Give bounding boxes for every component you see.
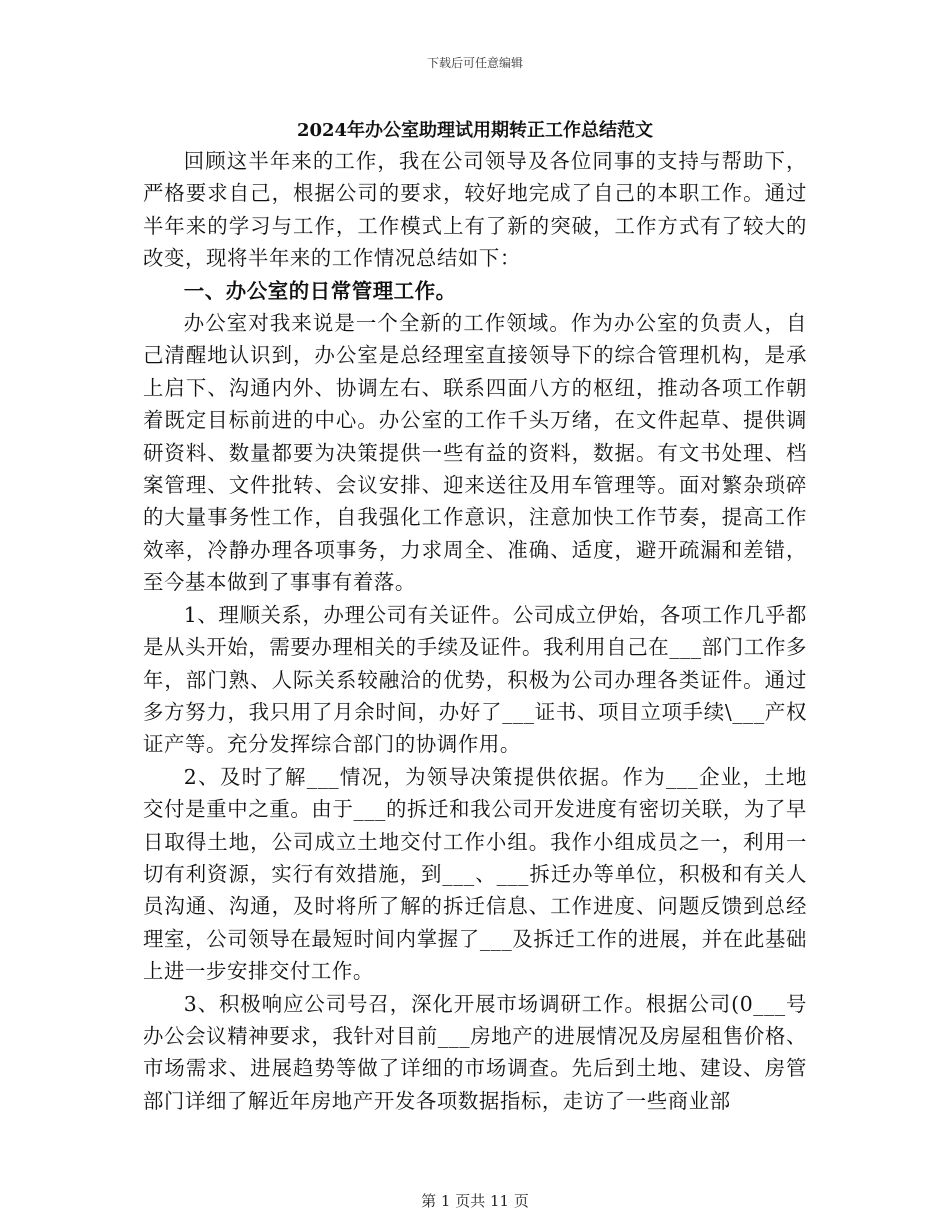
body-paragraph: 2、及时了解___情况，为领导决策提供依据。作为___企业，土地交付是重中之重。由于___的拆迁和我公司开发进度有密切关联，为了早日取得土地，公司成立土地交付工作小组。我作小组成员之一，利用一切有利资源，实行有效措施，到___、___拆迁办等单位，积极和有关人员沟通、沟通，及时将所了解的拆迁信息、工作进度、问题反馈到总经理室，公司领导在最短时间内掌握了___及拆迁工作的进展，并在此基础上进一步安排交付工作。 [143, 764, 807, 984]
body-paragraph: 3、积极响应公司号召，深化开展市场调研工作。根据公司(0___号办公会议精神要求，我针对目前___房地产的进展情况及房屋租售价格、市场需求、进展趋势等做了详细的市场调查。先后到土地、建设、房管部门详细了解近年房地产开发各项数据指标，走访了一些商业部 [143, 991, 807, 1113]
body-paragraph: 办公室对我来说是一个全新的工作领域。作为办公室的负责人，自己清醒地认识到，办公室是总经理室直接领导下的综合管理机构，是承上启下、沟通内外、协调左右、联系四面八方的枢纽，推动各项工作朝着既定目标前进的中心。办公室的工作千头万绪，在文件起草、提供调研资料、数量都要为决策提供一些有益的资料，数据。有文书处理、档案管理、文件批转、会议安排、迎来送往及用车管理等。面对繁杂琐碎的大量事务性工作，自我强化工作意识，注意加快工作节奏，提高工作效率，冷静办理各项事务，力求周全、准确、适度，避开疏漏和差错，至今基本做到了事事有着落。 [143, 311, 807, 595]
document-title: 2024年办公室助理试用期转正工作总结范文 [296, 120, 654, 141]
intro-paragraph: 回顾这半年来的工作，我在公司领导及各位同事的支持与帮助下，严格要求自己，根据公司的要求，较好地完成了自己的本职工作。通过半年来的学习与工作，工作模式上有了新的突破，工作方式有了较大的改变，现将半年来的工作情况总结如下： [143, 149, 807, 271]
page-footer: 第 1 页共 11 页 [421, 1192, 529, 1210]
body-paragraph: 1、理顺关系，办理公司有关证件。公司成立伊始，各项工作几乎都是从头开始，需要办理相关的手续及证件。我利用自己在___部门工作多年，部门熟、人际关系较融洽的优势，积极为公司办理各类证件。通过多方努力，我只用了月余时间，办好了___证书、项目立项手续\___产权证产等。充分发挥综合部门的协调作用。 [143, 602, 807, 757]
section-heading: 一、办公室的日常管理工作。 [183, 278, 457, 303]
document-body [143, 145, 807, 1117]
header-note: 下载后可任意编辑 [426, 56, 523, 70]
